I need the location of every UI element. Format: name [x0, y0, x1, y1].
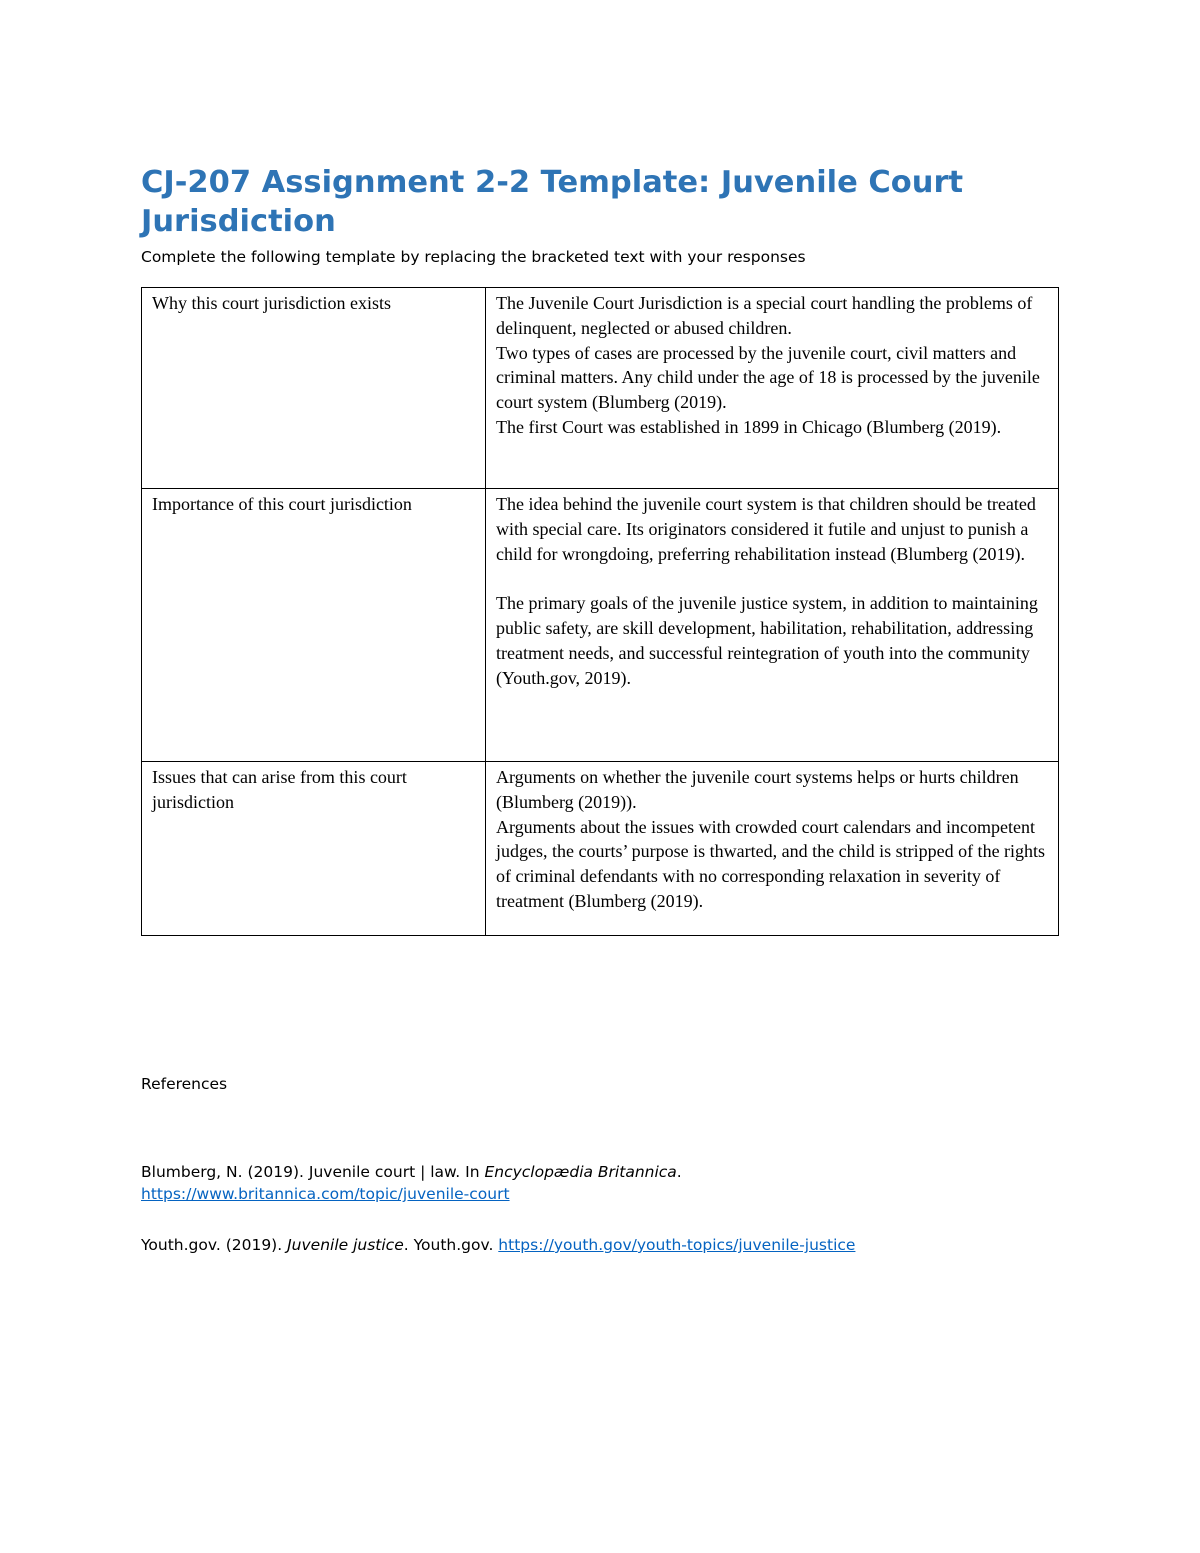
- row-label: Why this court jurisdiction exists: [152, 293, 391, 313]
- row-label: Issues that can arise from this court jurisdiction: [152, 767, 407, 812]
- response-paragraph: Arguments on whether the juvenile court systems helps or hurts children (Blumberg (2019)).: [496, 767, 1019, 812]
- table-row: [142, 288, 1059, 489]
- jurisdiction-table: [141, 287, 1059, 936]
- row-label: Importance of this court jurisdiction: [152, 494, 412, 514]
- row-response-cell: [486, 762, 1059, 936]
- row-label-cell: [142, 489, 486, 762]
- reference-text: Youth.gov. (2019).: [141, 1236, 288, 1254]
- reference-entry: [141, 1161, 1081, 1205]
- reference-entry: [141, 1234, 1081, 1256]
- row-response-cell: [486, 288, 1059, 489]
- response-paragraph: The first Court was established in 1899 in Chicago (Blumberg (2019).: [496, 416, 1002, 437]
- table-row: [142, 489, 1059, 762]
- reference-source-title: Encyclopædia Britannica: [484, 1163, 677, 1181]
- reference-link[interactable]: https://www.britannica.com/topic/juvenile-court: [141, 1185, 510, 1203]
- response-paragraph: The primary goals of the juvenile justice system, in addition to maintaining public safety, are skill development, habilitation, rehabilitation, addressing treatment needs, and successful reintegration of youth into the community (Youth.gov, 2019).: [496, 593, 1038, 688]
- reference-link[interactable]: https://youth.gov/youth-topics/juvenile-justice: [498, 1236, 856, 1254]
- response-paragraph: Arguments about the issues with crowded court calendars and incompetent judges, the courts’ purpose is thwarted, and the child is stripped of the rights of criminal defendants with no corresponding relaxation in severity of treatment (Blumberg (2019).: [496, 816, 1046, 911]
- response-paragraph: The idea behind the juvenile court system is that children should be treated with special care. Its originators considered it futile and unjust to punish a child for wrongdoing, preferring rehabilitation instead (Blumberg (2019).: [496, 494, 1036, 564]
- reference-source-title: Juvenile justice: [287, 1236, 404, 1254]
- reference-text: Blumberg, N. (2019). Juvenile court | law. In: [141, 1163, 485, 1181]
- reference-text: . Youth.gov.: [403, 1236, 499, 1254]
- response-paragraph: Two types of cases are processed by the juvenile court, civil matters and criminal matters. Any child under the age of 18 is processed by the juvenile court system (Blumberg (2019).: [496, 342, 1040, 413]
- table-row: [142, 762, 1059, 936]
- response-paragraph: The Juvenile Court Jurisdiction is a special court handling the problems of delinquent, neglected or abused children.: [496, 293, 1033, 338]
- template-instructions: Complete the following template by replacing the bracketed text with your responses: [141, 248, 806, 266]
- document-title: CJ-207 Assignment 2-2 Template: Juvenile Court Jurisdiction: [141, 165, 964, 239]
- reference-text: .: [676, 1163, 682, 1181]
- row-label-cell: [142, 762, 486, 936]
- row-response-cell: [486, 489, 1059, 762]
- row-label-cell: [142, 288, 486, 489]
- references-heading: References: [141, 1075, 228, 1093]
